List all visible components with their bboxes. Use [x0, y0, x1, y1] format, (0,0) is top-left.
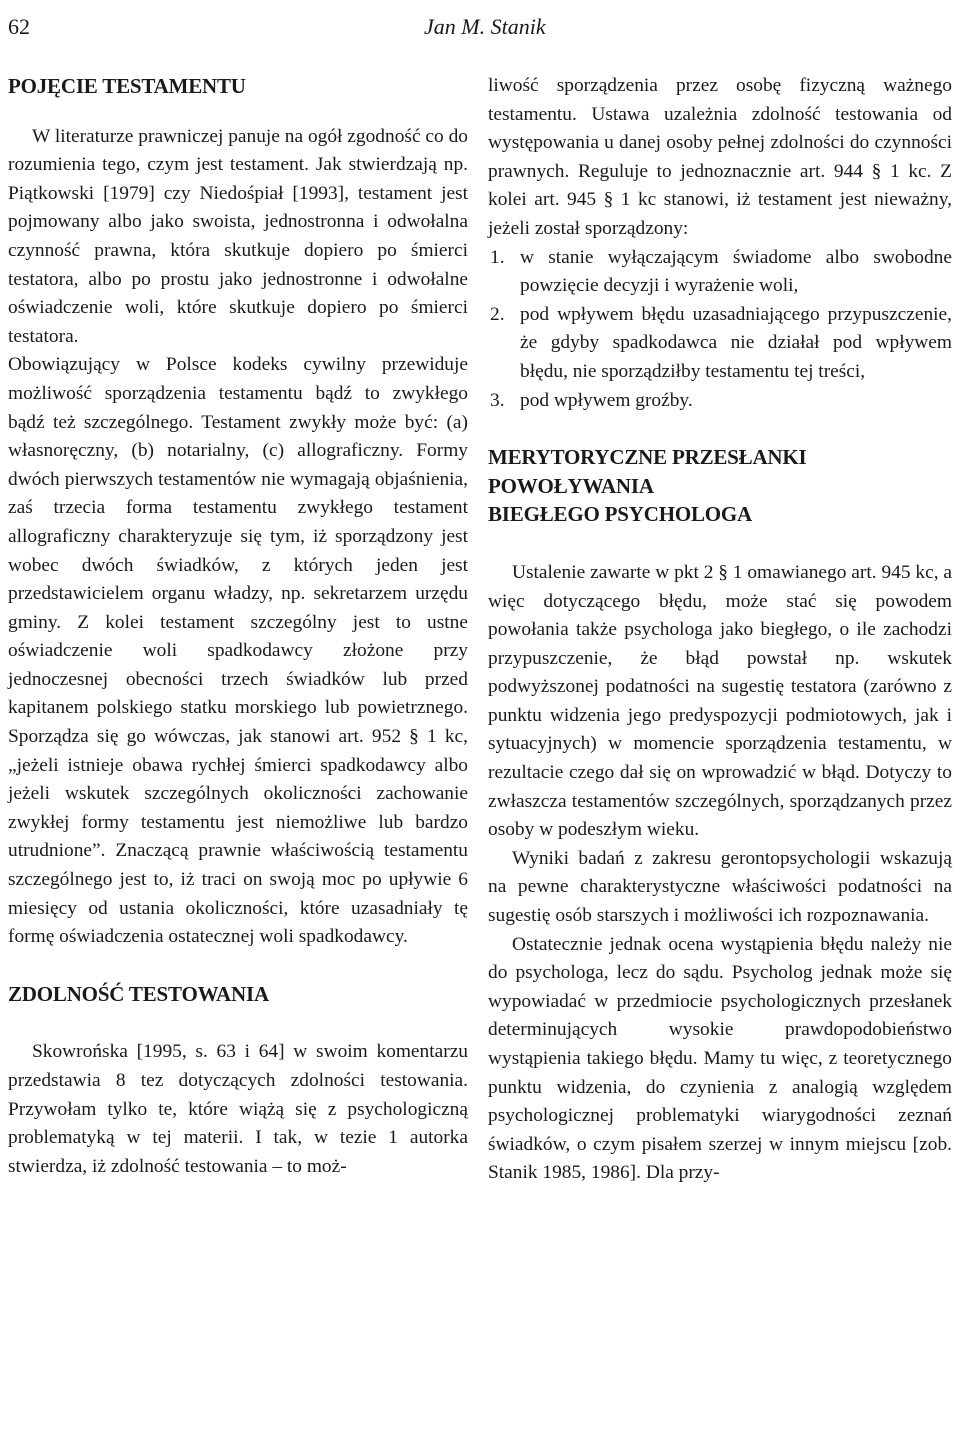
list-item-number: 3.: [490, 389, 505, 411]
paragraph: Ostatecznie jednak ocena wystąpienia błędu należy nie do psychologa, lecz do sądu. Psycholog jednak może się wypowiadać w przedmiocie psychologicznych przesłanek determinujących wysokie prawdopodobieństwo wystąpienia takiego błędu. Mamy tu więc, z teoretycznego punktu widzenia, do czynienia z analogią względem psychologicznej problematyki wiarygodności zeznań świadków, o czym pisałem szerzej w innym miejscu [zob. Stanik 1985, 1986]. Dla przy-: [488, 933, 952, 1184]
paragraph: Wyniki badań z zakresu gerontopsychologii wskazują na pewne charakterystyczne właściwości podatności na sugestię osób starszych i możliwości ich rozpoznawania.: [488, 847, 952, 927]
running-head-author: Jan M. Stanik: [424, 14, 546, 39]
heading-line: MERYTORYCZNE PRZESŁANKI: [488, 445, 807, 470]
section-heading-pojecie-testamentu: POJĘCIE TESTAMENTU: [8, 74, 246, 98]
list-item: [488, 387, 952, 416]
list-item-number: 2.: [490, 303, 505, 325]
section-heading-zdolnosc-testowania: ZDOLNOŚĆ TESTOWANIA: [8, 981, 269, 1006]
conditions-list: [488, 244, 952, 416]
section-heading-merytoryczne-przeslanki: [488, 443, 952, 529]
list-item: [488, 244, 952, 301]
list-item-text: pod wpływem błędu uzasadniającego przypuszczenie, że gdyby spadkodawca nie działał pod wpływem błędu, nie sporządziłby testamentu tej treści,: [520, 303, 952, 382]
paragraph: Ustalenie zawarte w pkt 2 § 1 omawianego art. 945 kc, a więc dotyczącego błędu, może stać się powodem powołania także psychologa jako biegłego, o ile zachodzi przypuszczenie, że błąd powstał np. wskutek podwyższonej podatności na sugestię testatora (zarówno z punktu widzenia jego predyspozycji podmiotowych, jak i sytuacyjnych) w momencie sporządzenia testamentu, w rezultacie czego dał się on wprowadzić w błąd. Dotyczy to zwłaszcza testamentów szczególnych, sporządzanych przez osoby w podeszłym wieku.: [488, 561, 952, 841]
paragraph: W literaturze prawniczej panuje na ogół zgodność co do rozumienia tego, czym jest testament. Jak stwierdzają np. Piątkowski [1979] czy Niedośpiał [1993], testament jest pojmowany albo jako swoista, jednostronna i odwołalna czynność prawna, która skutkuje dopiero po śmierci testatora, albo po prostu jako jednostronne i odwołalne oświadczenie woli, które skutkuje dopiero po śmierci testatora.: [8, 125, 468, 347]
paragraph: Obowiązujący w Polsce kodeks cywilny przewiduje możliwość sporządzenia testamentu bądź to zwykłego bądź też szczególnego. Testament zwykły może być: (a) własnoręczny, (b) notarialny, (c) allograficzny. Formy dwóch pierwszych testamentów nie wymagają objaśnienia, zaś trzecia forma testamentu zwykłego testament allograficzny charakteryzuje się tym, iż sporządzony jest wobec dwóch świadków, z których jeden jest przedstawicielem organu władzy, np. sekretarzem urzędu gminy. Z kolei testament szczególny jest to ustne oświadczenie woli spadkodawcy złożone przy jednoczesnej obecności trzech świadków lub przed kapitanem polskiego statku morskiego lub powietrznego. Sporządza się go wówczas, jak stanowi art. 952 § 1 kc, „jeżeli istnieje obawa rychłej śmierci spadkodawcy albo jeżeli wskutek szczególnych okoliczności zachowanie zwykłej formy testamentu jest niemożliwe lub bardzo utrudnione”. Znaczącą prawnie właściwością testamentu szczególnego jest to, iż traci on swoją moc po upływie 6 miesięcy od ustania okoliczności, które uzasadniały tę formę oświadczenia ostatecznej woli spadkodawcy.: [8, 354, 468, 948]
heading-line: BIEGŁEGO PSYCHOLOGA: [488, 502, 753, 527]
left-column: [8, 72, 468, 1445]
running-head: [8, 14, 952, 48]
list-item-number: 1.: [490, 246, 505, 268]
heading-line: POWOŁYWANIA: [488, 473, 654, 498]
list-item-text: pod wpływem groźby.: [520, 389, 693, 411]
list-item: [488, 301, 952, 387]
right-column: [488, 72, 952, 1445]
paragraph: Skowrońska [1995, s. 63 i 64] w swoim komentarzu przedstawia 8 tez dotyczących zdolności testowania. Przywołam tylko te, które wiążą się z psychologiczną problematyką w tej materii. I tak, w tezie 1 autorka stwierdza, iż zdolność testowania – to moż-: [8, 1041, 468, 1177]
list-item-text: w stanie wyłączającym świadome albo swobodne powzięcie decyzji i wyrażenie woli,: [520, 246, 952, 297]
paragraph: liwość sporządzenia przez osobę fizyczną ważnego testamentu. Ustawa uzależnia zdolność testowania od występowania u danej osoby pełnej zdolności do czynności prawnych. Reguluje to jednoznacznie art. 944 § 1 kc. Z kolei art. 945 § 1 kc stanowi, iż testament jest nieważny, jeżeli został sporządzony:: [488, 75, 952, 239]
page-number: 62: [8, 14, 30, 39]
